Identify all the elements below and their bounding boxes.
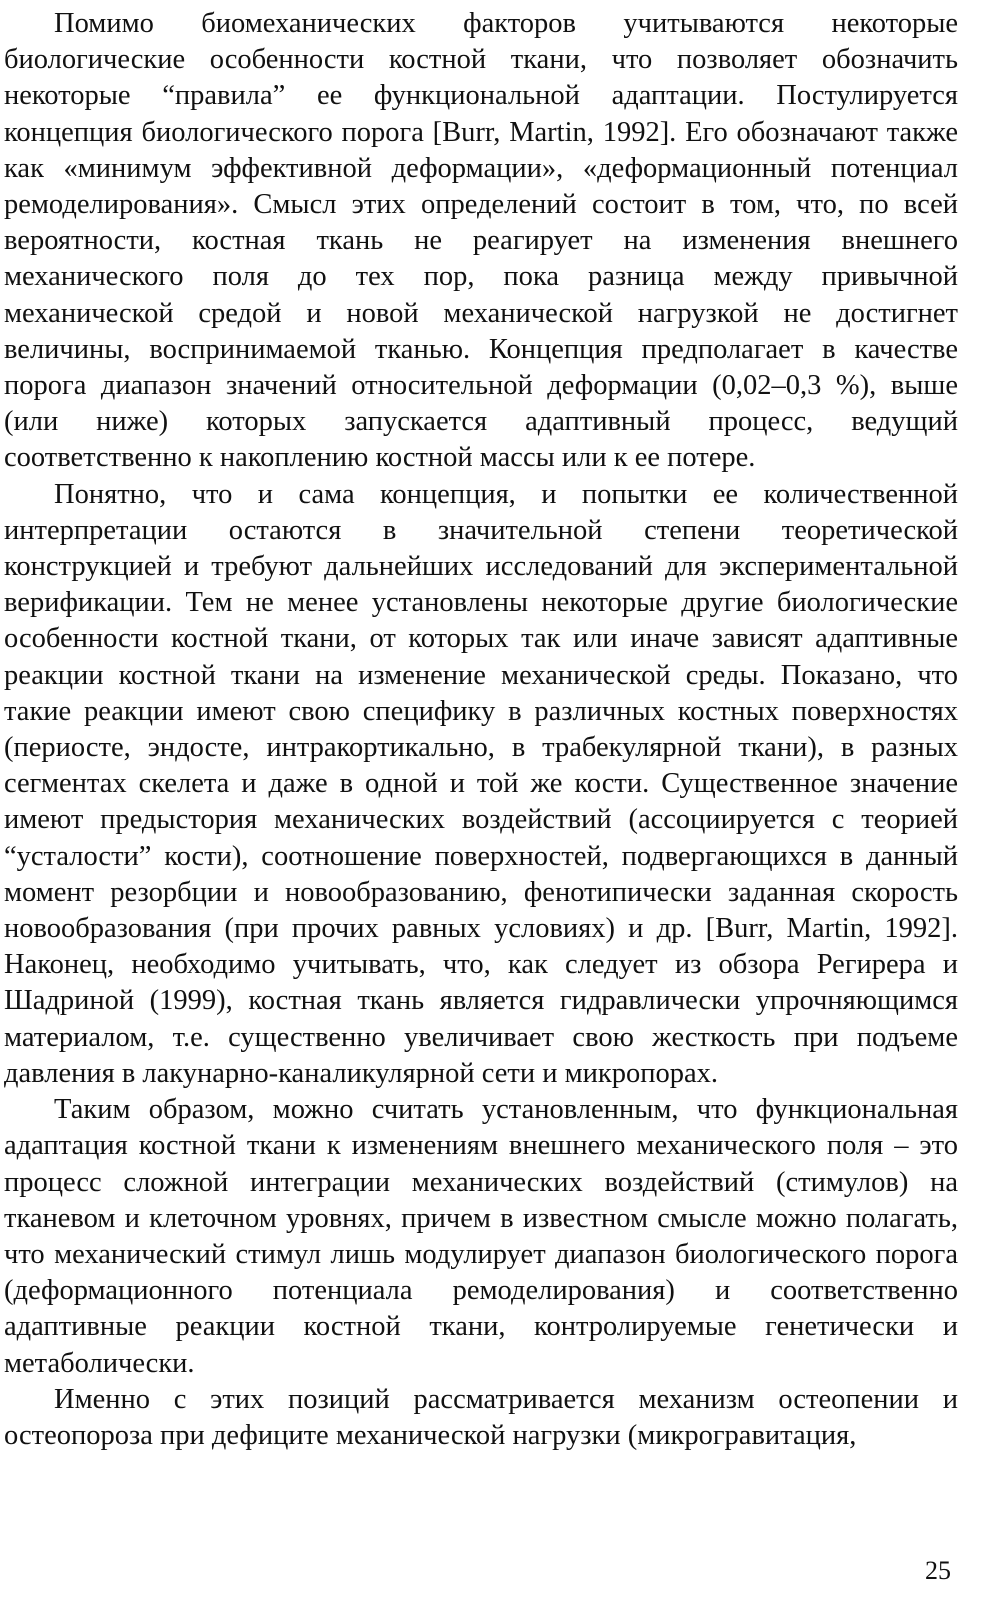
paragraph-3: Таким образом, можно считать установленным, что функциональная адаптация костной ткани к изменениям внешнего механического поля – это процесс сложной интеграции механических воздействий (стимулов) на тканевом и клеточном уровнях, причем в известном смысле можно полагать, что механический стимул лишь модулирует диапазон биологического порога (деформационного потенциала ремоделирования) и соответственно адаптивные реакции костной ткани, контролируемые генетически и метаболически. [4,1094,958,1379]
page-number: 25 [925,1556,951,1585]
paragraph-2: Понятно, что и сама концепция, и попытки ее количественной интерпретации остаются в значительной степени теоретической конструкцией и требуют дальнейших исследований для экспериментальной верификации. Тем не менее установлены некоторые другие биологические особенности костной ткани, от которых так или иначе зависят адаптивные реакции костной ткани на изменение механической среды. Показано, что такие реакции имеют свою специфику в различных костных поверхностях (периосте, эндосте, интракортикально, в трабекулярной ткани), в разных сегментах скелета и даже в одной и той же кости. Существенное значение имеют предыстория механических воздействий (ассоциируется с теорией “усталости” кости), соотношение поверхностей, подвергающихся в данный момент резорбции и новообразованию, фенотипически заданная скорость новообразования (при прочих равных условиях) и др. [Burr, Martin, 1992]. Наконец, необходимо учитывать, что, как следует из обзора Регирера и Шадриной (1999), костная ткань является гидравлически упрочняющимся материалом, т.е. существенно увеличивает свою жесткость при подъеме давления в лакунарно-каналикулярной сети и микропорах. [4,478,958,1089]
body-text [4,6,958,1454]
paragraph-4: Именно с этих позиций рассматривается механизм остеопении и остеопороза при дефиците механической нагрузки (микрогравитация, [4,1383,958,1451]
paragraph-1: Помимо биомеханических факторов учитываются некоторые биологические особенности костной ткани, что позволяет обозначить некоторые “правила” ее функциональной адаптации. Постулируется концепция биологического порога [Burr, Martin, 1992]. Его обозначают также как «минимум эффективной деформации», «деформационный потенциал ремоделирования». Смысл этих определений состоит в том, что, по всей вероятности, костная ткань не реагирует на изменения внешнего механического поля до тех пор, пока разница между привычной механической средой и новой механической нагрузкой не достигнет величины, воспринимаемой тканью. Концепция предполагает в качестве порога диапазон значений относительной деформации (0,02–0,3 %), выше (или ниже) которых запускается адаптивный процесс, ведущий соответственно к накоплению костной массы или к ее потере. [4,8,958,474]
